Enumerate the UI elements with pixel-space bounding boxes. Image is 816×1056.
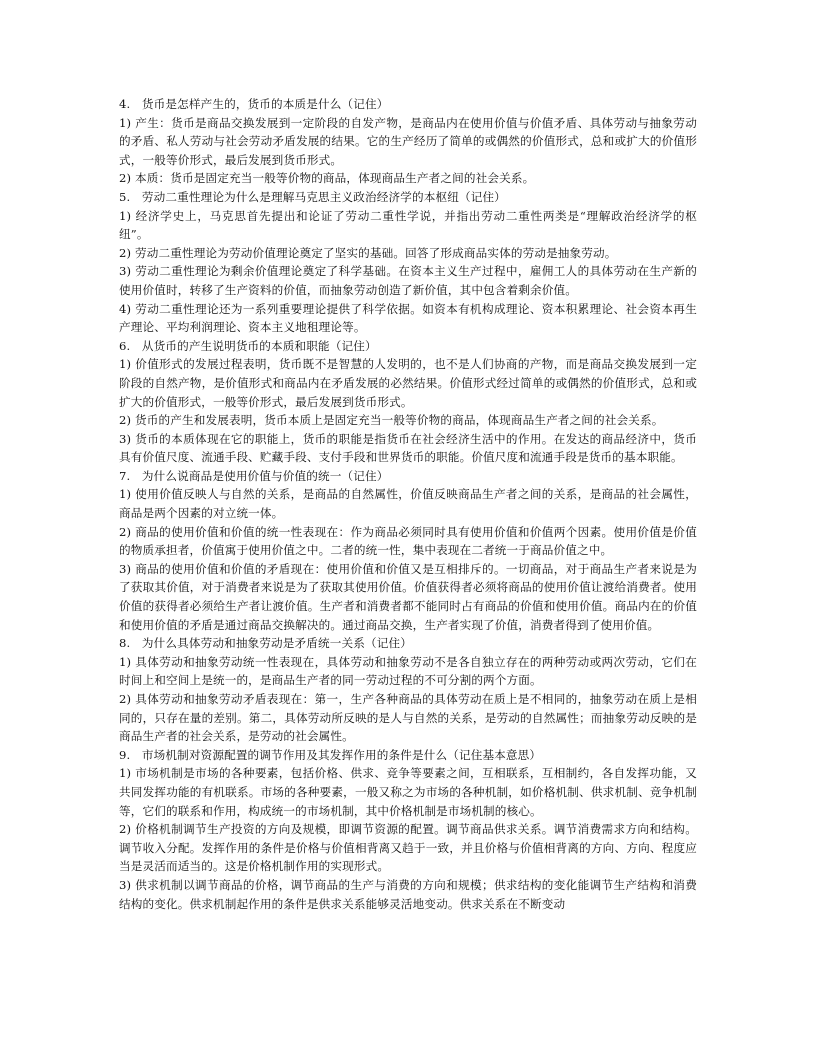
paragraph: 1) 市场机制是市场的各种要素，包括价格、供求、竞争等要素之间，互相联系，互相制约，各自发挥功能，又共同发挥功能的有机联系。市场的各种要素，一般又称之为市场的各种机制，如价格机制、供求机制、竞争机制等，它们的联系和作用，构成统一的市场机制，其中价格机制是市场机制的核心。 [119, 766, 697, 818]
section-heading-4: 4. 货币是怎样产生的，货币的本质是什么（记住） [119, 97, 389, 111]
paragraph: 3) 商品的使用价值和价值的矛盾现在：使用价值和价值又是互相排斥的。一切商品，对于商品生产者来说是为了获取其价值，对于消费者来说是为了获取其使用价值。价值获得者必须将商品的使用价值让渡给消费者。使用价值的获得者必须给生产者让渡价值。生产者和消费者都不能同时占有商品的价值和使用价值。商品内在的价值和使用价值的矛盾是通过商品交换解决的。通过商品交换，生产者实现了价值，消费者得到了使用价值。 [119, 561, 697, 632]
paragraph: 3) 供求机制以调节商品的价格，调节商品的生产与消费的方向和规模；供求结构的变化能调节生产结构和消费结构的变化。供求机制起作用的条件是供求关系能够灵活地变动。供求关系在不断变动 [119, 877, 697, 911]
paragraph: 3) 货币的本质体现在它的职能上，货币的职能是指货币在社会经济生活中的作用。在发达的商品经济中，货币具有价值尺度、流通手段、贮藏手段、支付手段和世界货币的职能。价值尺度和流通手段是货币的基本职能。 [119, 431, 697, 465]
section-heading-5: 5. 劳动二重性理论为什么是理解马克思主义政治经济学的本枢纽（记住） [119, 189, 506, 204]
paragraph: 1) 经济学史上，马克思首先提出和论证了劳动二重性学说，并指出劳动二重性两类是“理解政治经济学的枢纽”。 [119, 208, 697, 242]
document-body [119, 95, 697, 913]
paragraph: 3) 劳动二重性理论为剩余价值理论奠定了科学基础。在资本主义生产过程中，雇佣工人的具体劳动在生产新的使用价值时，转移了生产资料的价值，而抽象劳动创造了新价值，其中包含着剩余价值。 [119, 264, 697, 297]
paragraph: 1) 价值形式的发展过程表明，货币既不是智慧的人发明的，也不是人们协商的产物，而是商品交换发展到一定阶段的自然产物，是价值形式和商品内在矛盾发展的必然结果。价值形式经过简单的或偶然的价值形式，总和或扩大的价值形式，一般等价形式，最后发展到货币形式。 [119, 357, 697, 409]
paragraph: 1) 产生：货币是商品交换发展到一定阶段的自发产物，是商品内在使用价值与价值矛盾、具体劳动与抽象劳动的矛盾、私人劳动与社会劳动矛盾发展的结果。它的生产经历了简单的或偶然的价值形式，总和或扩大的价值形式，一般等价形式，最后发展到货币形式。 [119, 115, 697, 167]
section-heading-7: 7. 为什么说商品是使用价值与价值的统一（记住） [119, 468, 389, 483]
paragraph: 1) 使用价值反映人与自然的关系，是商品的自然属性，价值反映商品生产者之间的关系，是商品的社会属性，商品是两个因素的对立统一体。 [119, 487, 697, 521]
paragraph: 2) 价格机制调节生产投资的方向及规模，即调节资源的配置。调节商品供求关系。调节消费需求方向和结构。调节收入分配。发挥作用的条件是价格与价值相背离又趋于一致，并且价格与价值相背离的方向、方向、程度应当是灵活而适当的。这是价格机制作用的实现形式。 [119, 822, 697, 874]
paragraph: 2) 商品的使用价值和价值的统一性表现在：作为商品必须同时具有使用价值和价值两个因素。使用价值是价值的物质承担者，价值寓于使用价值之中。二者的统一性，集中表现在二者统一于商品价值之中。 [119, 524, 697, 558]
section-heading-9: 9. 市场机制对资源配置的调节作用及其发挥作用的条件是什么（记住基本意思） [119, 747, 542, 762]
section-heading-8: 8. 为什么具体劳动和抽象劳动是矛盾统一关系（记住） [119, 636, 412, 651]
paragraph: 2) 劳动二重性理论为劳动价值理论奠定了坚实的基础。回答了形成商品实体的劳动是抽象劳动。 [119, 245, 617, 260]
paragraph: 1) 具体劳动和抽象劳动统一性表现在，具体劳动和抽象劳动不是各自独立存在的两种劳动或两次劳动，它们在时间上和空间上是统一的，是商品生产者的同一劳动过程的不可分割的两个方面。 [119, 654, 697, 688]
section-heading-6: 6. 从货币的产生说明货币的本质和职能（记住） [119, 338, 377, 353]
paragraph: 4) 劳动二重性理论还为一系列重要理论提供了科学依据。如资本有机构成理论、资本积累理论、社会资本再生产理论、平均利润理论、资本主义地租理论等。 [119, 301, 697, 335]
paragraph: 2) 货币的产生和发展表明，货币本质上是固定充当一般等价物的商品，体现商品生产者之间的社会关系。 [119, 413, 664, 428]
paragraph: 2) 具体劳动和抽象劳动矛盾表现在：第一，生产各种商品的具体劳动在质上是不相同的，抽象劳动在质上是相同的，只存在量的差别。第二，具体劳动所反映的是人与自然的关系，是劳动的自然属性；而抽象劳动反映的是商品生产者的社会关系，是劳动的社会属性。 [119, 692, 697, 744]
paragraph: 2) 本质：货币是固定充当一般等价物的商品，体现商品生产者之间的社会关系。 [119, 171, 535, 186]
